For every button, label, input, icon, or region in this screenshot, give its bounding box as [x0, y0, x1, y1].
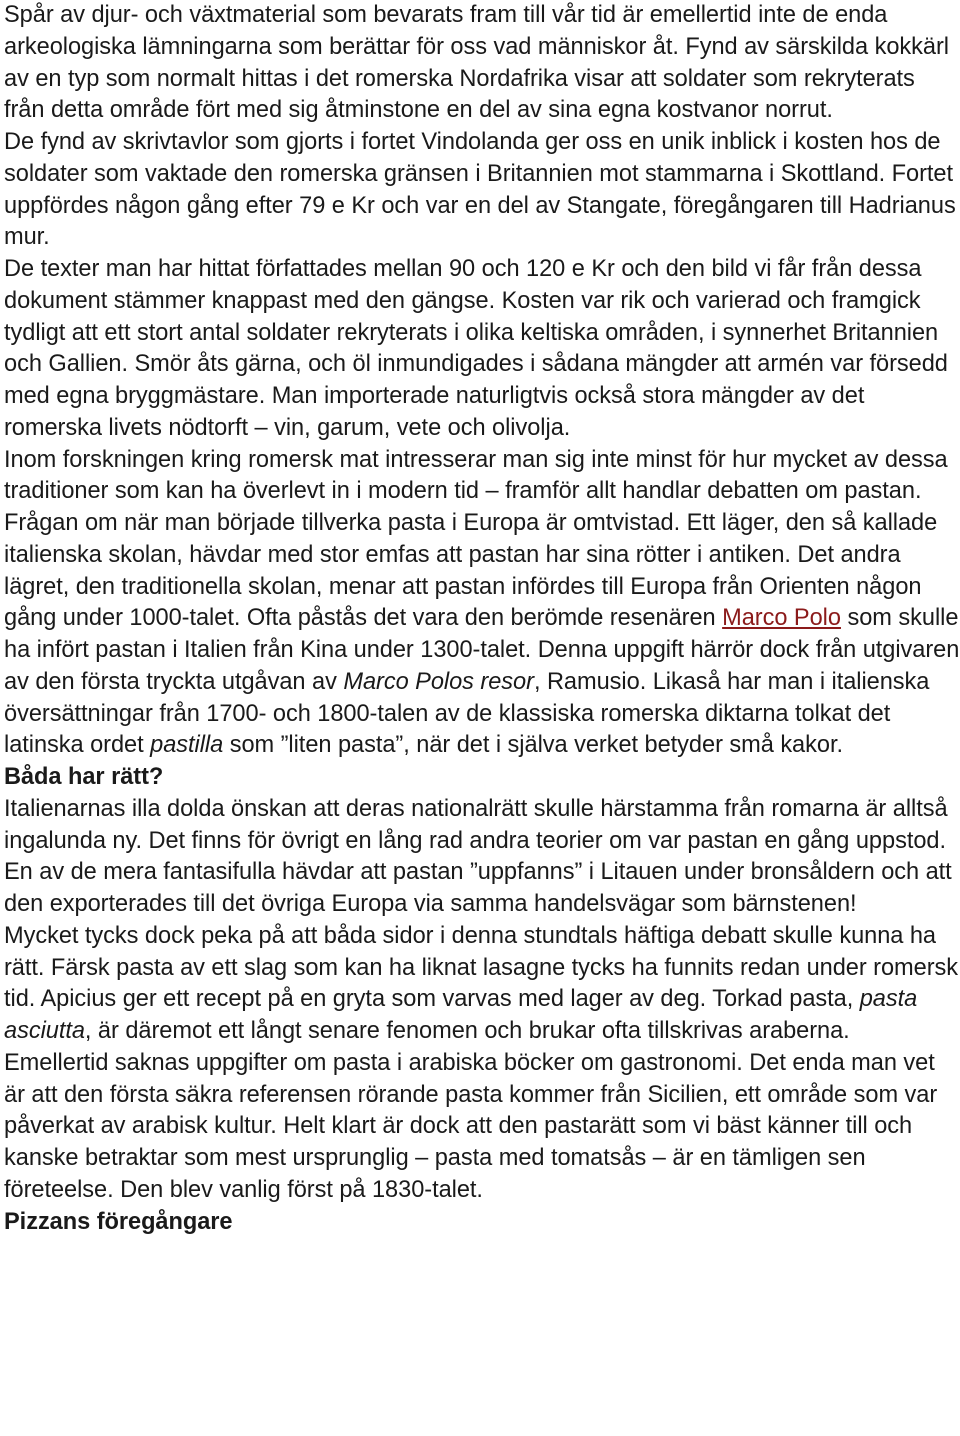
paragraph-5-text-c: , Ramusio. Likaså har man i italienska översättningar från 1700- och 1800-talen av de klassiska romerska diktarna tolkat det latinska ordet — [4, 668, 930, 759]
paragraph-5-text-d: som ”liten pasta”, när det i själva verket betyder små kakor. — [223, 732, 843, 759]
heading-bada-har-ratt: Båda har rätt? — [4, 764, 164, 790]
paragraph-7 — [4, 921, 960, 1207]
paragraph-5-text-b: som skulle ha infört pastan i Italien från Kina under 1300-talet. Denna uppgift härrör dock från utgivaren av den första tryckta utgåvan av — [4, 605, 960, 695]
marco-polo-link[interactable]: Marco Polo — [722, 605, 841, 632]
latin-word-pastilla: pastilla — [150, 732, 224, 759]
paragraph-5 — [4, 508, 960, 762]
paragraph-5-text-a: Frågan om när man började tillverka pasta i Europa är omtvistad. Ett läger, den så kallade italienska skolan, hävdar med stor emfas att pastan har sina rötter i antiken. Det andra lägret, den traditionella skolan, menar att pastan infördes till Europa från Orienten någon gång under 1000-talet. Ofta påstås det vara den berömde resenären — [4, 510, 938, 632]
paragraph-1: Spår av djur- och växtmaterial som bevarats fram till vår tid är emellertid inte de enda arkeologiska lämningarna som berättar för oss vad människor åt. Fynd av särskilda kokkärl av en typ som normalt hittas i det romerska Nordafrika visar att soldater som rekryterats från detta område fört med sig åtminstone en del av sina egna kostvanor norrut. — [4, 2, 949, 124]
paragraph-7-text-a: Mycket tycks dock peka på att båda sidor i denna stundtals häftiga debatt skulle kunna ha rätt. Färsk pasta av ett slag som kan ha liknat lasagne tycks ha funnits redan under romersk tid. Apicius ger ett recept på en gryta som varvas med lager av deg. Torkad pasta, — [4, 922, 959, 1013]
term-pasta-asciutta: pasta asciutta — [4, 986, 918, 1044]
paragraph-7-text-b: , är däremot ett långt senare fenomen och brukar ofta tillskrivas araberna. Emellertid saknas uppgifter om pasta i arabiska böcker om gastronomi. Det enda man vet är att den första säkra referensen rörande pasta kommer från Sicilien, ett område som var påverkat av arabisk kultur. Helt klart är dock att den pastarätt som vi bäst känner till och kanske betraktar som mest ursprunglig – pasta med tomatsås – är en tämligen sen företeelse. Den blev vanlig först på 1830-talet. — [4, 1018, 938, 1203]
paragraph-4: Inom forskningen kring romersk mat intresserar man sig inte minst för hur mycket av dessa traditioner som kan ha överlevt in i modern tid – framför allt handlar debatten om pastan. — [4, 446, 948, 505]
paragraph-6: Italienarnas illa dolda önskan att deras nationalrätt skulle härstamma från romarna är alltså ingalunda ny. Det finns för övrigt en lång rad andra teorier om var pastan en gång uppstod. En av de mera fantasifulla hävdar att pastan ”uppfanns” i Litauen under bronsåldern och att den exporterades till det övriga Europa via samma handelsvägar som bärnstenen! — [4, 795, 952, 917]
paragraph-2: De fynd av skrivtavlor som gjorts i fortet Vindolanda ger oss en unik inblick i kosten hos de soldater som vaktade den romerska gränsen i Britannien mot stammarna i Skottland. Fortet uppfördes någon gång efter 79 e Kr och var en del av Stangate, föregångaren till Hadrianus mur. — [4, 129, 956, 251]
heading-pizzans-foregangare: Pizzans föregångare — [4, 1208, 233, 1235]
paragraph-3: De texter man har hittat författades mellan 90 och 120 e Kr och den bild vi får från dessa dokument stämmer knappast med den gängse. Kosten var rik och varierad och framgick tydligt att ett stort antal soldater rekryterats i olika keltiska områden, i synnerhet Britannien och Gallien. Smör åts gärna, och öl inmundigades i sådana mängder att armén var försedd med egna bryggmästare. Man importerade naturligtvis också stora mängder av det romerska livets nödtorft – vin, garum, vete och olivolja. — [4, 256, 948, 441]
book-title-marco-polos-resor: Marco Polos resor — [343, 668, 534, 695]
